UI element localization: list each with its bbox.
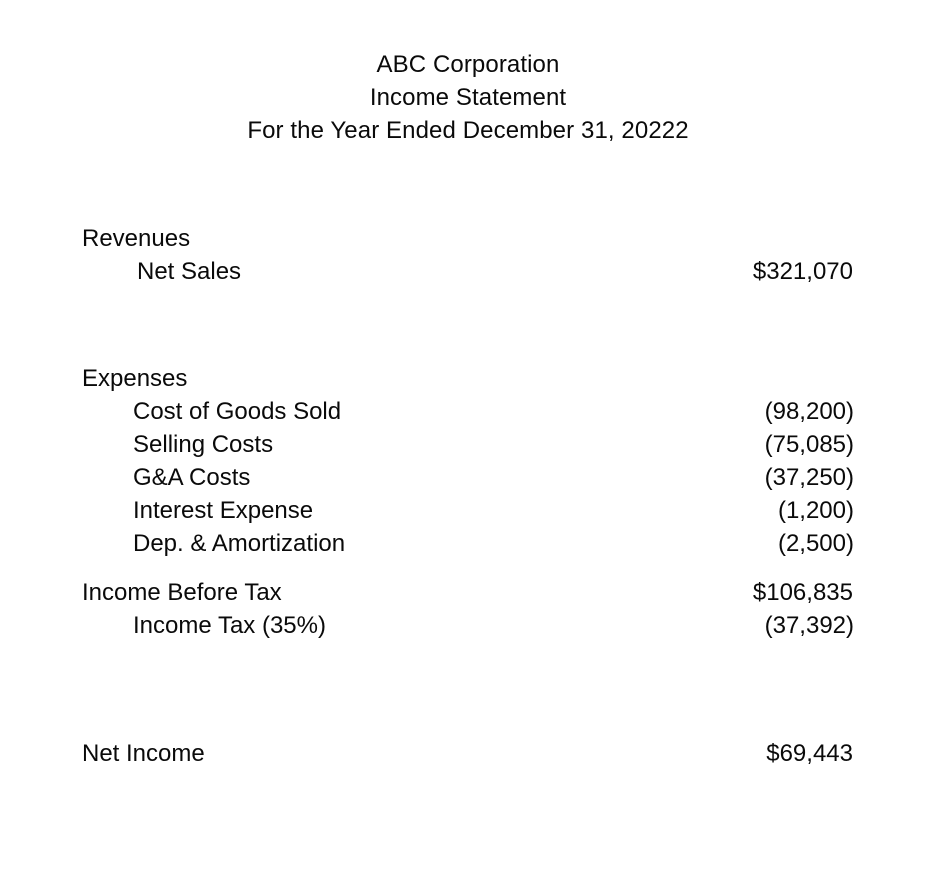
selling-costs-amount: (75,085) — [764, 431, 854, 458]
table-row-net-sales — [82, 255, 854, 288]
interest-expense-label: Interest Expense — [133, 497, 314, 524]
table-row-selling-costs — [82, 428, 854, 461]
table-row-ga-costs — [82, 461, 854, 494]
spacer-after-expenses — [82, 560, 854, 576]
table-row-net-income — [82, 737, 854, 770]
selling-costs-label: Selling Costs — [133, 431, 274, 458]
expenses-heading-label: Expenses — [82, 365, 188, 392]
cost-of-goods-sold-label: Cost of Goods Sold — [133, 398, 342, 425]
cost-of-goods-sold-amount: (98,200) — [764, 398, 854, 425]
table-row-interest-expense — [82, 494, 854, 527]
ga-costs-amount: (37,250) — [764, 464, 854, 491]
statement-period: For the Year Ended December 31, 20222 — [247, 117, 689, 144]
table-row-income-tax — [82, 609, 854, 642]
company-name: ABC Corporation — [376, 51, 560, 78]
section-heading-revenues — [82, 222, 854, 255]
statement-body — [82, 222, 854, 770]
dep-amortization-label: Dep. & Amortization — [133, 530, 346, 557]
table-row-dep-amortization — [82, 527, 854, 560]
income-tax-label: Income Tax (35%) — [133, 612, 326, 639]
section-heading-expenses — [82, 362, 854, 395]
ga-costs-label: G&A Costs — [133, 464, 251, 491]
net-income-amount: $69,443 — [766, 740, 853, 767]
spacer-before-net-income — [82, 642, 854, 737]
revenues-heading-label: Revenues — [82, 225, 191, 252]
document-header — [0, 48, 936, 147]
interest-expense-amount: (1,200) — [777, 497, 854, 524]
income-before-tax-label: Income Before Tax — [82, 579, 282, 606]
dep-amortization-amount: (2,500) — [777, 530, 854, 557]
income-tax-amount: (37,392) — [764, 612, 854, 639]
net-income-label: Net Income — [82, 740, 205, 767]
statement-title: Income Statement — [369, 84, 567, 111]
income-before-tax-amount: $106,835 — [752, 579, 853, 606]
table-row-cost-of-goods-sold — [82, 395, 854, 428]
spacer-after-revenues — [82, 288, 854, 362]
net-sales-label: Net Sales — [137, 258, 242, 285]
net-sales-amount: $321,070 — [752, 258, 853, 285]
table-row-income-before-tax — [82, 576, 854, 609]
